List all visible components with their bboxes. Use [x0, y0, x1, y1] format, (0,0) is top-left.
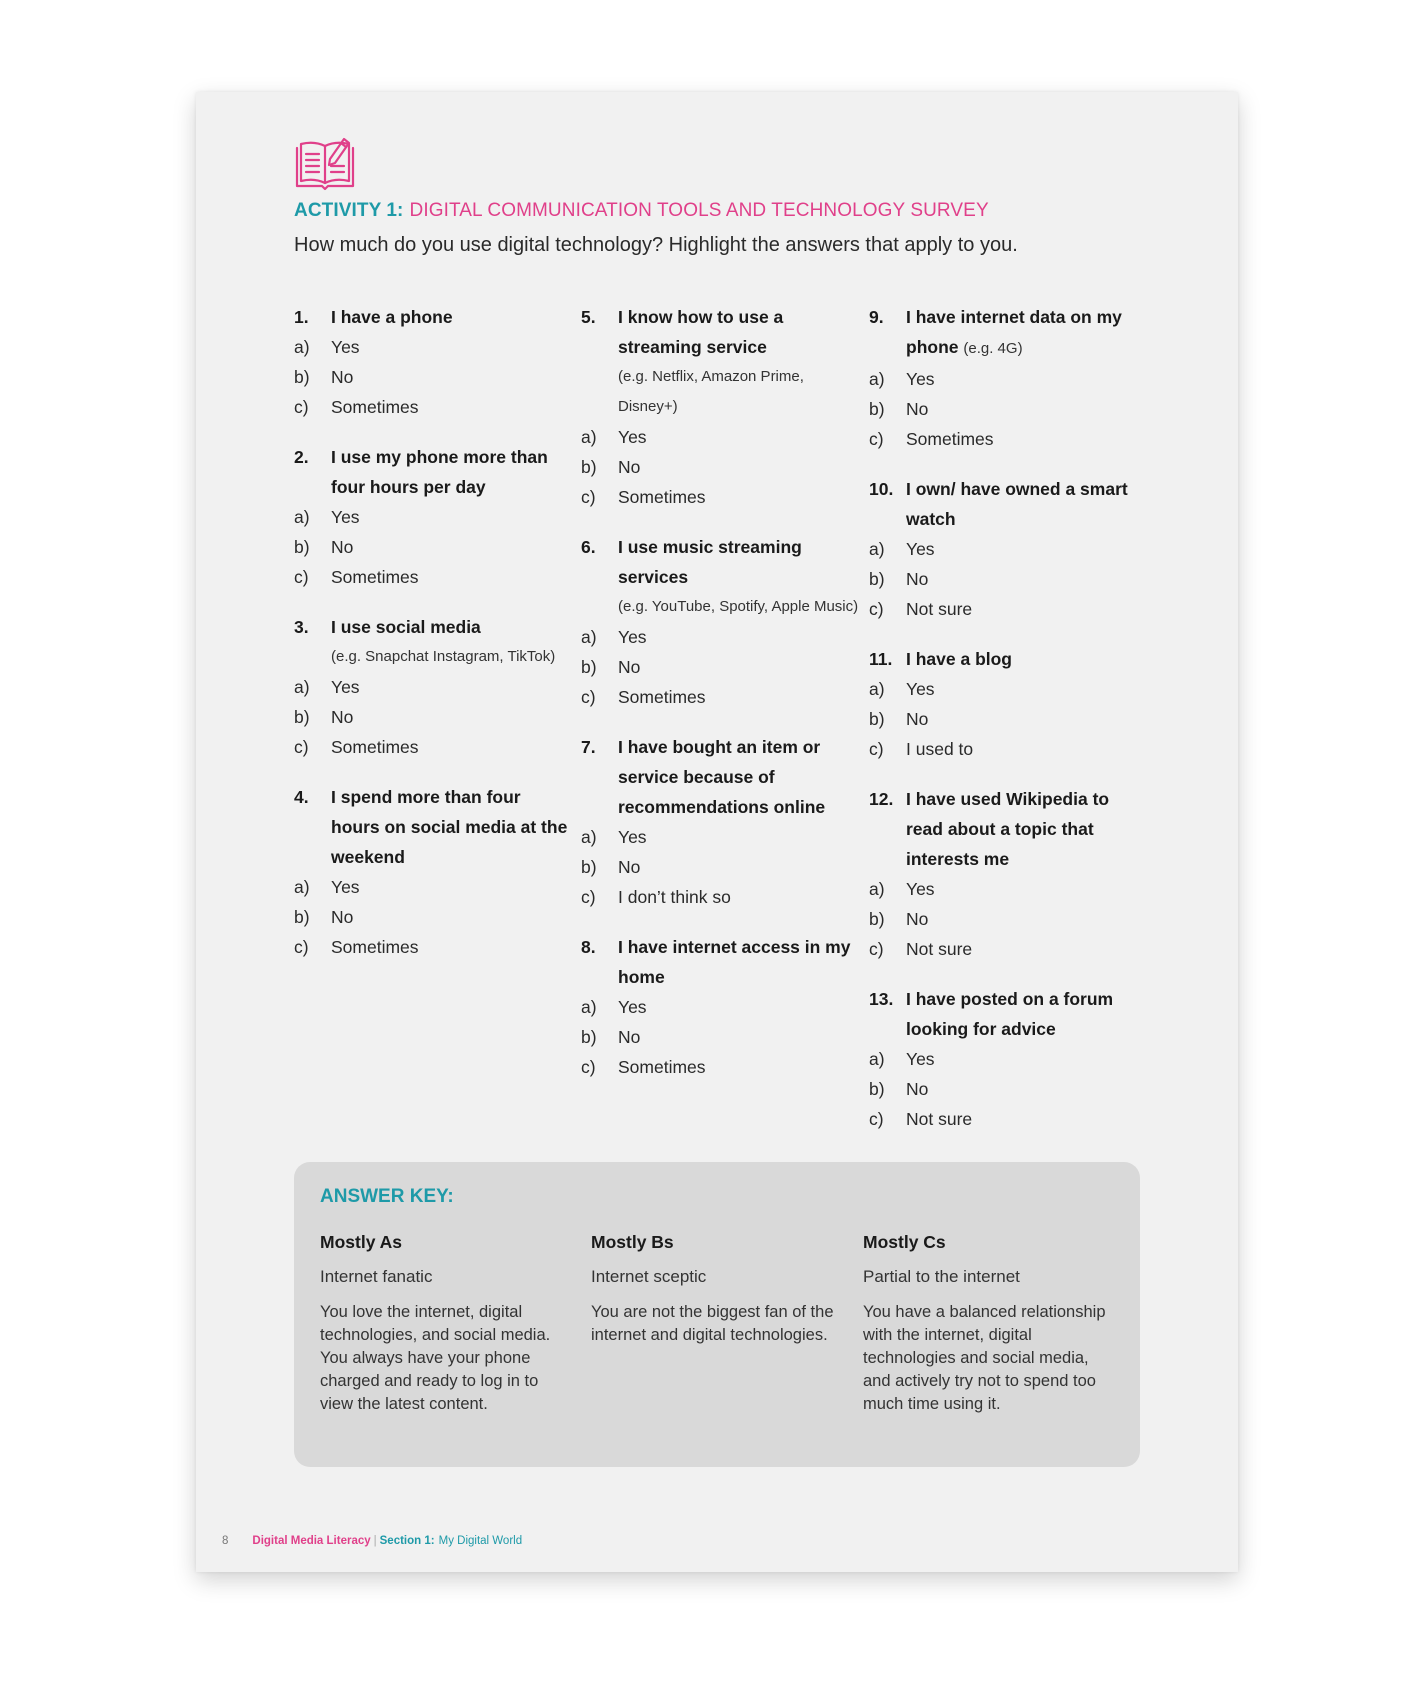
answer-key-heading: Mostly Cs — [863, 1232, 946, 1252]
answer-option — [581, 482, 861, 512]
question-number: 6. — [581, 537, 596, 557]
survey-question — [294, 782, 574, 962]
answer-option — [581, 1052, 861, 1082]
activity-name: DIGITAL COMMUNICATION TOOLS AND TECHNOLOGY SURVEY — [409, 200, 989, 221]
question-heading — [581, 732, 861, 822]
option-letter: c) — [869, 739, 884, 759]
option-letter: b) — [581, 457, 597, 477]
question-number: 7. — [581, 737, 596, 757]
option-letter: c) — [294, 567, 309, 587]
option-text: Sometimes — [618, 487, 706, 507]
option-text: No — [906, 709, 929, 729]
option-letter: a) — [294, 877, 310, 897]
answer-key-mostly-as — [320, 1232, 570, 1416]
question-heading — [581, 532, 861, 592]
option-text: I used to — [906, 739, 974, 759]
option-letter: c) — [581, 887, 596, 907]
answer-option — [294, 702, 574, 732]
option-letter: b) — [294, 707, 310, 727]
survey-question — [581, 532, 861, 712]
answer-option — [294, 332, 574, 362]
option-letter: c) — [581, 487, 596, 507]
option-text: No — [618, 457, 641, 477]
question-heading — [294, 302, 574, 332]
question-number: 10. — [869, 479, 894, 499]
option-text: Sometimes — [618, 687, 706, 707]
option-text: Not sure — [906, 1109, 973, 1129]
option-text: Sometimes — [331, 567, 419, 587]
option-letter: a) — [869, 369, 885, 389]
question-text — [618, 302, 861, 362]
answer-option — [869, 874, 1149, 904]
option-text: Yes — [906, 679, 935, 699]
question-number: 1. — [294, 307, 309, 327]
option-text: No — [906, 1079, 929, 1099]
answer-key-heading: Mostly As — [320, 1232, 403, 1252]
answer-key-subtitle: Internet fanatic — [320, 1267, 433, 1286]
question-text-main: I have a phone — [331, 307, 453, 327]
activity-instructions: How much do you use digital technology? Highlight the answers that apply to you. — [294, 234, 1018, 256]
question-text-main: I use social media — [331, 617, 481, 637]
option-text: No — [331, 537, 354, 557]
footer-separator: | — [373, 1535, 377, 1547]
answer-option — [581, 882, 861, 912]
survey-question — [869, 302, 1149, 454]
question-number: 11. — [869, 649, 893, 669]
question-heading — [294, 782, 574, 872]
question-column-2 — [581, 302, 861, 1102]
answer-option — [294, 502, 574, 532]
answer-option — [581, 452, 861, 482]
option-letter: c) — [294, 937, 309, 957]
option-text: Yes — [618, 627, 647, 647]
option-letter: a) — [294, 337, 310, 357]
question-example: (e.g. YouTube, Spotify, Apple Music) — [618, 598, 859, 615]
survey-question — [869, 644, 1149, 764]
answer-option — [869, 934, 1149, 964]
question-text — [906, 784, 1149, 874]
answer-option — [869, 674, 1149, 704]
publication-title: Digital Media Literacy — [252, 1535, 371, 1547]
question-hint: (e.g. 4G) — [963, 340, 1023, 357]
option-letter: a) — [581, 627, 597, 647]
option-text: No — [906, 909, 929, 929]
question-number: 8. — [581, 937, 596, 957]
option-letter: b) — [581, 857, 597, 877]
question-text — [331, 782, 574, 872]
option-text: No — [906, 399, 929, 419]
answer-option — [869, 734, 1149, 764]
answer-key-description: You are not the biggest fan of the internet and digital technologies. — [591, 1303, 834, 1344]
option-text: Sometimes — [906, 429, 994, 449]
option-letter: a) — [869, 679, 885, 699]
answer-option — [869, 364, 1149, 394]
question-number: 4. — [294, 787, 309, 807]
option-letter: c) — [294, 737, 309, 757]
option-letter: a) — [869, 1049, 885, 1069]
option-text: No — [331, 907, 354, 927]
answer-key-title: ANSWER KEY: — [320, 1186, 454, 1207]
question-text-main: I own/ have owned a smart watch — [906, 479, 1128, 529]
option-text: No — [618, 857, 641, 877]
question-text-main: I have bought an item or service because of recommendations online — [618, 737, 826, 817]
option-letter: a) — [294, 507, 310, 527]
question-text — [331, 612, 574, 642]
survey-question — [294, 442, 574, 592]
survey-question — [294, 302, 574, 422]
answer-option — [581, 652, 861, 682]
answer-option — [581, 622, 861, 652]
answer-key-subtitle: Partial to the internet — [863, 1267, 1020, 1286]
answer-key-mostly-cs — [863, 1232, 1113, 1416]
page-number: 8 — [222, 1535, 229, 1547]
option-text: Sometimes — [331, 737, 419, 757]
survey-question — [294, 612, 574, 762]
option-letter: a) — [581, 997, 597, 1017]
question-heading — [869, 984, 1149, 1044]
option-text: I don’t think so — [618, 887, 731, 907]
answer-option — [869, 904, 1149, 934]
question-text — [618, 732, 861, 822]
answer-option — [869, 594, 1149, 624]
option-text: No — [331, 367, 354, 387]
survey-question — [869, 984, 1149, 1134]
question-heading — [294, 612, 574, 642]
option-letter: c) — [869, 939, 884, 959]
answer-option — [581, 822, 861, 852]
book-pencil-icon — [294, 134, 356, 192]
answer-option — [581, 1022, 861, 1052]
section-name: My Digital World — [438, 1535, 523, 1547]
question-heading — [581, 302, 861, 362]
question-column-1 — [294, 302, 574, 982]
question-heading — [581, 932, 861, 992]
question-heading — [869, 302, 1149, 364]
option-letter: c) — [581, 687, 596, 707]
answer-option — [294, 672, 574, 702]
section-label: Section 1: — [379, 1535, 435, 1547]
question-text-main: I spend more than four hours on social media at the weekend — [331, 787, 568, 867]
answer-option — [294, 872, 574, 902]
question-number: 12. — [869, 789, 894, 809]
option-letter: b) — [869, 399, 885, 419]
option-letter: b) — [294, 907, 310, 927]
option-text: Yes — [906, 1049, 935, 1069]
option-letter: a) — [581, 827, 597, 847]
option-text: Yes — [331, 507, 360, 527]
answer-option — [294, 362, 574, 392]
question-text-main: I use my phone more than four hours per day — [331, 447, 548, 497]
question-heading — [869, 474, 1149, 534]
question-text — [906, 474, 1149, 534]
option-letter: b) — [869, 709, 885, 729]
question-number: 2. — [294, 447, 309, 467]
question-heading — [869, 784, 1149, 874]
question-text — [906, 644, 1149, 674]
option-text: Yes — [906, 539, 935, 559]
question-example: (e.g. Netflix, Amazon Prime, Disney+) — [618, 368, 804, 415]
option-text: Yes — [618, 997, 647, 1017]
answer-option — [294, 562, 574, 592]
question-text — [618, 932, 861, 992]
option-text: Yes — [906, 879, 935, 899]
answer-option — [869, 1104, 1149, 1134]
option-text: No — [331, 707, 354, 727]
answer-option — [294, 532, 574, 562]
question-text-main: I have internet data on my phone — [906, 307, 1122, 357]
answer-key-heading: Mostly Bs — [591, 1232, 674, 1252]
activity-label: ACTIVITY 1: — [294, 200, 404, 221]
question-text — [331, 442, 574, 502]
option-text: Yes — [618, 427, 647, 447]
option-letter: c) — [869, 599, 884, 619]
answer-option — [294, 932, 574, 962]
question-number: 9. — [869, 307, 884, 327]
option-letter: b) — [581, 657, 597, 677]
answer-option — [581, 682, 861, 712]
option-letter: a) — [294, 677, 310, 697]
question-number: 5. — [581, 307, 596, 327]
answer-option — [581, 992, 861, 1022]
question-text-main: I use music streaming services — [618, 537, 802, 587]
option-text: Not sure — [906, 599, 973, 619]
page-footer — [222, 1535, 522, 1547]
survey-question — [581, 932, 861, 1082]
option-text: No — [618, 1027, 641, 1047]
option-letter: b) — [869, 909, 885, 929]
option-text: Sometimes — [331, 397, 419, 417]
question-heading — [294, 442, 574, 502]
worksheet-page — [196, 92, 1238, 1572]
answer-option — [869, 424, 1149, 454]
option-letter: b) — [294, 537, 310, 557]
question-number: 3. — [294, 617, 309, 637]
option-text: Sometimes — [618, 1057, 706, 1077]
question-example: (e.g. Snapchat Instagram, TikTok) — [331, 648, 556, 665]
question-text-main: I have used Wikipedia to read about a topic that interests me — [906, 789, 1110, 869]
option-text: Sometimes — [331, 937, 419, 957]
survey-question — [869, 474, 1149, 624]
option-letter: a) — [869, 879, 885, 899]
answer-key-subtitle: Internet sceptic — [591, 1267, 707, 1286]
answer-option — [869, 534, 1149, 564]
answer-option — [869, 564, 1149, 594]
option-letter: a) — [581, 427, 597, 447]
survey-question — [581, 302, 861, 512]
question-heading — [869, 644, 1149, 674]
answer-option — [581, 852, 861, 882]
question-text — [331, 302, 574, 332]
option-text: Yes — [331, 677, 360, 697]
option-letter: b) — [581, 1027, 597, 1047]
option-letter: b) — [869, 569, 885, 589]
answer-option — [294, 732, 574, 762]
option-letter: b) — [869, 1079, 885, 1099]
answer-option — [294, 392, 574, 422]
option-text: Yes — [618, 827, 647, 847]
answer-key-panel — [294, 1162, 1140, 1467]
option-text: Yes — [906, 369, 935, 389]
answer-option — [869, 704, 1149, 734]
answer-option — [869, 394, 1149, 424]
question-text — [906, 302, 1149, 364]
answer-key-mostly-bs — [591, 1232, 841, 1347]
option-text: Yes — [331, 877, 360, 897]
survey-question — [581, 732, 861, 912]
option-letter: c) — [869, 429, 884, 449]
option-letter: c) — [294, 397, 309, 417]
question-number: 13. — [869, 989, 894, 1009]
answer-key-description: You love the internet, digital technologies, and social media. You always have your phone charged and ready to log in to view the latest content. — [320, 1303, 551, 1413]
question-text-main: I have a blog — [906, 649, 1012, 669]
question-column-3 — [869, 302, 1149, 1154]
question-text-main: I have posted on a forum looking for advice — [906, 989, 1114, 1039]
option-text: Yes — [331, 337, 360, 357]
question-text — [618, 532, 861, 592]
option-text: No — [906, 569, 929, 589]
option-letter: b) — [294, 367, 310, 387]
option-text: Not sure — [906, 939, 973, 959]
option-letter: a) — [869, 539, 885, 559]
option-letter: c) — [869, 1109, 884, 1129]
option-letter: c) — [581, 1057, 596, 1077]
survey-question — [869, 784, 1149, 964]
answer-option — [581, 422, 861, 452]
question-text-main: I have internet access in my home — [618, 937, 851, 987]
question-text-main: I know how to use a streaming service — [618, 307, 784, 357]
answer-key-description: You have a balanced relationship with the internet, digital technologies and social media, and actively try not to spend too much time using it. — [863, 1303, 1106, 1413]
option-text: No — [618, 657, 641, 677]
answer-option — [869, 1044, 1149, 1074]
question-text — [906, 984, 1149, 1044]
answer-option — [294, 902, 574, 932]
activity-title — [294, 200, 989, 222]
answer-option — [869, 1074, 1149, 1104]
